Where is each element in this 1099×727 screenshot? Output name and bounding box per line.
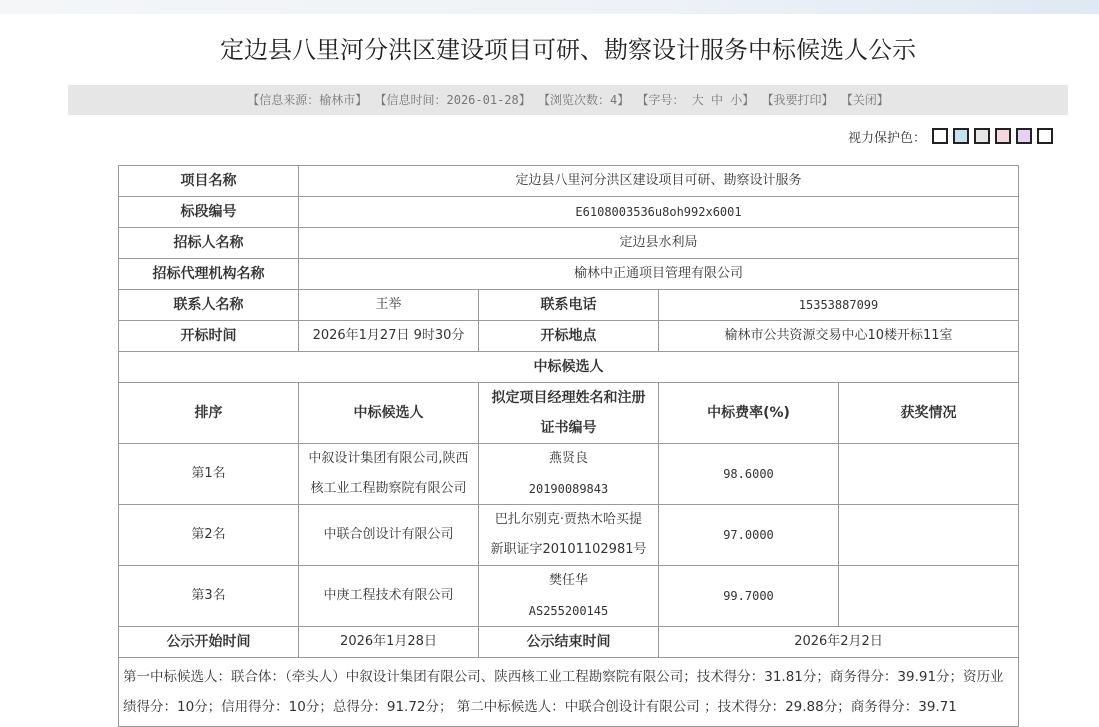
table-row <box>119 627 1019 658</box>
notes-cell: 第一中标候选人：联合体：（牵头人）中叙设计集团有限公司、陕西核工业工程勘察院有限公司；技术得分：31.81分；商务得分：39.91分；资历业绩得分：10分；信用得分：10分；总得分：91.72分； 第二中标候选人：中联合创设计有限公司 ；技术得分：29.88分；商务得分：39.71 <box>119 658 1019 727</box>
candidate-cell: 中庚工程技术有限公司 <box>299 566 479 627</box>
col-rate-header: 中标费率(%) <box>659 383 839 444</box>
time-close: 】 <box>518 93 531 107</box>
section-no-label: 标段编号 <box>119 197 299 228</box>
notice-end-value: 2026年2月2日 <box>659 627 1019 658</box>
contact-value: 王举 <box>299 290 479 321</box>
rank-cell: 第3名 <box>119 566 299 627</box>
notice-end-label: 公示结束时间 <box>479 627 659 658</box>
manager-cell <box>479 566 659 627</box>
manager-cert: 新职证字20101102981号 <box>490 542 647 557</box>
manager-name: 燕贤良 <box>548 451 588 466</box>
close-link[interactable]: 【关闭】 <box>840 93 889 107</box>
font-medium-link[interactable]: 中 <box>711 93 724 107</box>
rate-cell: 97.0000 <box>659 505 839 566</box>
views-value: 4 <box>610 93 618 107</box>
notice-start-label: 公示开始时间 <box>119 627 299 658</box>
candidate-cell: 中联合创设计有限公司 <box>299 505 479 566</box>
manager-name: 樊任华 <box>548 573 588 588</box>
rate-cell: 98.6000 <box>659 444 839 505</box>
color-swatch-6[interactable] <box>1037 128 1053 144</box>
color-swatch-group <box>932 128 1058 144</box>
open-time-label: 开标时间 <box>119 321 299 352</box>
tenderer-value: 定边县水利局 <box>299 228 1019 259</box>
table-row <box>119 566 1019 627</box>
views-label: 【浏览次数： <box>538 93 611 107</box>
candidate-table <box>118 165 1019 727</box>
table-row <box>119 658 1019 727</box>
table-row <box>119 321 1019 352</box>
time-value: 2026-01-28 <box>446 93 519 107</box>
table-row <box>119 166 1019 197</box>
rank-cell: 第1名 <box>119 444 299 505</box>
col-candidate-header: 中标候选人 <box>299 383 479 444</box>
phone-label: 联系电话 <box>479 290 659 321</box>
tenderer-label: 招标人名称 <box>119 228 299 259</box>
awards-cell <box>839 566 1019 627</box>
rank-cell: 第2名 <box>119 505 299 566</box>
source-value: 榆林市 <box>319 93 356 107</box>
top-banner-strip <box>0 0 1099 14</box>
print-link[interactable]: 【我要打印】 <box>761 93 834 107</box>
project-name-label: 项目名称 <box>119 166 299 197</box>
table-header-row <box>119 383 1019 444</box>
project-name-value: 定边县八里河分洪区建设项目可研、勘察设计服务 <box>299 166 1019 197</box>
awards-cell <box>839 444 1019 505</box>
eyecare-label: 视力保护色： <box>848 130 927 146</box>
candidates-header: 中标候选人 <box>119 352 1019 383</box>
table-row <box>119 290 1019 321</box>
notice-start-value: 2026年1月28日 <box>299 627 479 658</box>
phone-value: 15353887099 <box>659 290 1019 321</box>
color-swatch-2[interactable] <box>953 128 969 144</box>
col-manager-header-line1: 拟定项目经理姓名和注册 <box>491 390 646 406</box>
agency-label: 招标代理机构名称 <box>119 259 299 290</box>
time-label: 【信息时间： <box>374 93 447 107</box>
contact-label: 联系人名称 <box>119 290 299 321</box>
table-row <box>119 259 1019 290</box>
color-swatch-5[interactable] <box>1016 128 1032 144</box>
table-row <box>119 505 1019 566</box>
open-place-value: 榆林市公共资源交易中心10楼开标11室 <box>659 321 1019 352</box>
candidate-cell <box>299 444 479 505</box>
source-close: 】 <box>355 93 368 107</box>
font-small-link[interactable]: 小 <box>730 93 743 107</box>
font-close: 】 <box>742 93 755 107</box>
manager-name: 巴扎尔别克·贾热木哈买提 <box>494 512 643 527</box>
font-large-link[interactable]: 大 <box>691 93 704 107</box>
font-size-label: 【字号： <box>636 93 685 107</box>
table-row <box>119 228 1019 259</box>
candidate-line2: 核工业工程勘察院有限公司 <box>310 481 467 496</box>
col-awards-header: 获奖情况 <box>839 383 1019 444</box>
views-close: 】 <box>617 93 630 107</box>
manager-cert: 20190089843 <box>528 482 609 496</box>
col-manager-header-line2: 证书编号 <box>540 420 597 436</box>
color-swatch-1[interactable] <box>932 128 948 144</box>
color-swatch-4[interactable] <box>995 128 1011 144</box>
info-bar <box>68 85 1068 115</box>
agency-value: 榆林中正通项目管理有限公司 <box>299 259 1019 290</box>
eye-protection-colors <box>848 126 1058 146</box>
open-place-label: 开标地点 <box>479 321 659 352</box>
manager-cell <box>479 505 659 566</box>
awards-cell <box>839 505 1019 566</box>
candidate-line1: 中叙设计集团有限公司,陕西 <box>308 451 469 466</box>
open-time-value: 2026年1月27日 9时30分 <box>299 321 479 352</box>
source-label: 【信息来源： <box>247 93 320 107</box>
table-row <box>119 444 1019 505</box>
manager-cell <box>479 444 659 505</box>
col-rank-header: 排序 <box>119 383 299 444</box>
rate-cell: 99.7000 <box>659 566 839 627</box>
table-row <box>119 352 1019 383</box>
page-title: 定边县八里河分洪区建设项目可研、勘察设计服务中标候选人公示 <box>220 36 916 64</box>
table-row <box>119 197 1019 228</box>
col-manager-header <box>479 383 659 444</box>
manager-cert: AS255200145 <box>528 604 609 618</box>
section-no-value: E6108003536u8oh992x6001 <box>299 197 1019 228</box>
color-swatch-3[interactable] <box>974 128 990 144</box>
